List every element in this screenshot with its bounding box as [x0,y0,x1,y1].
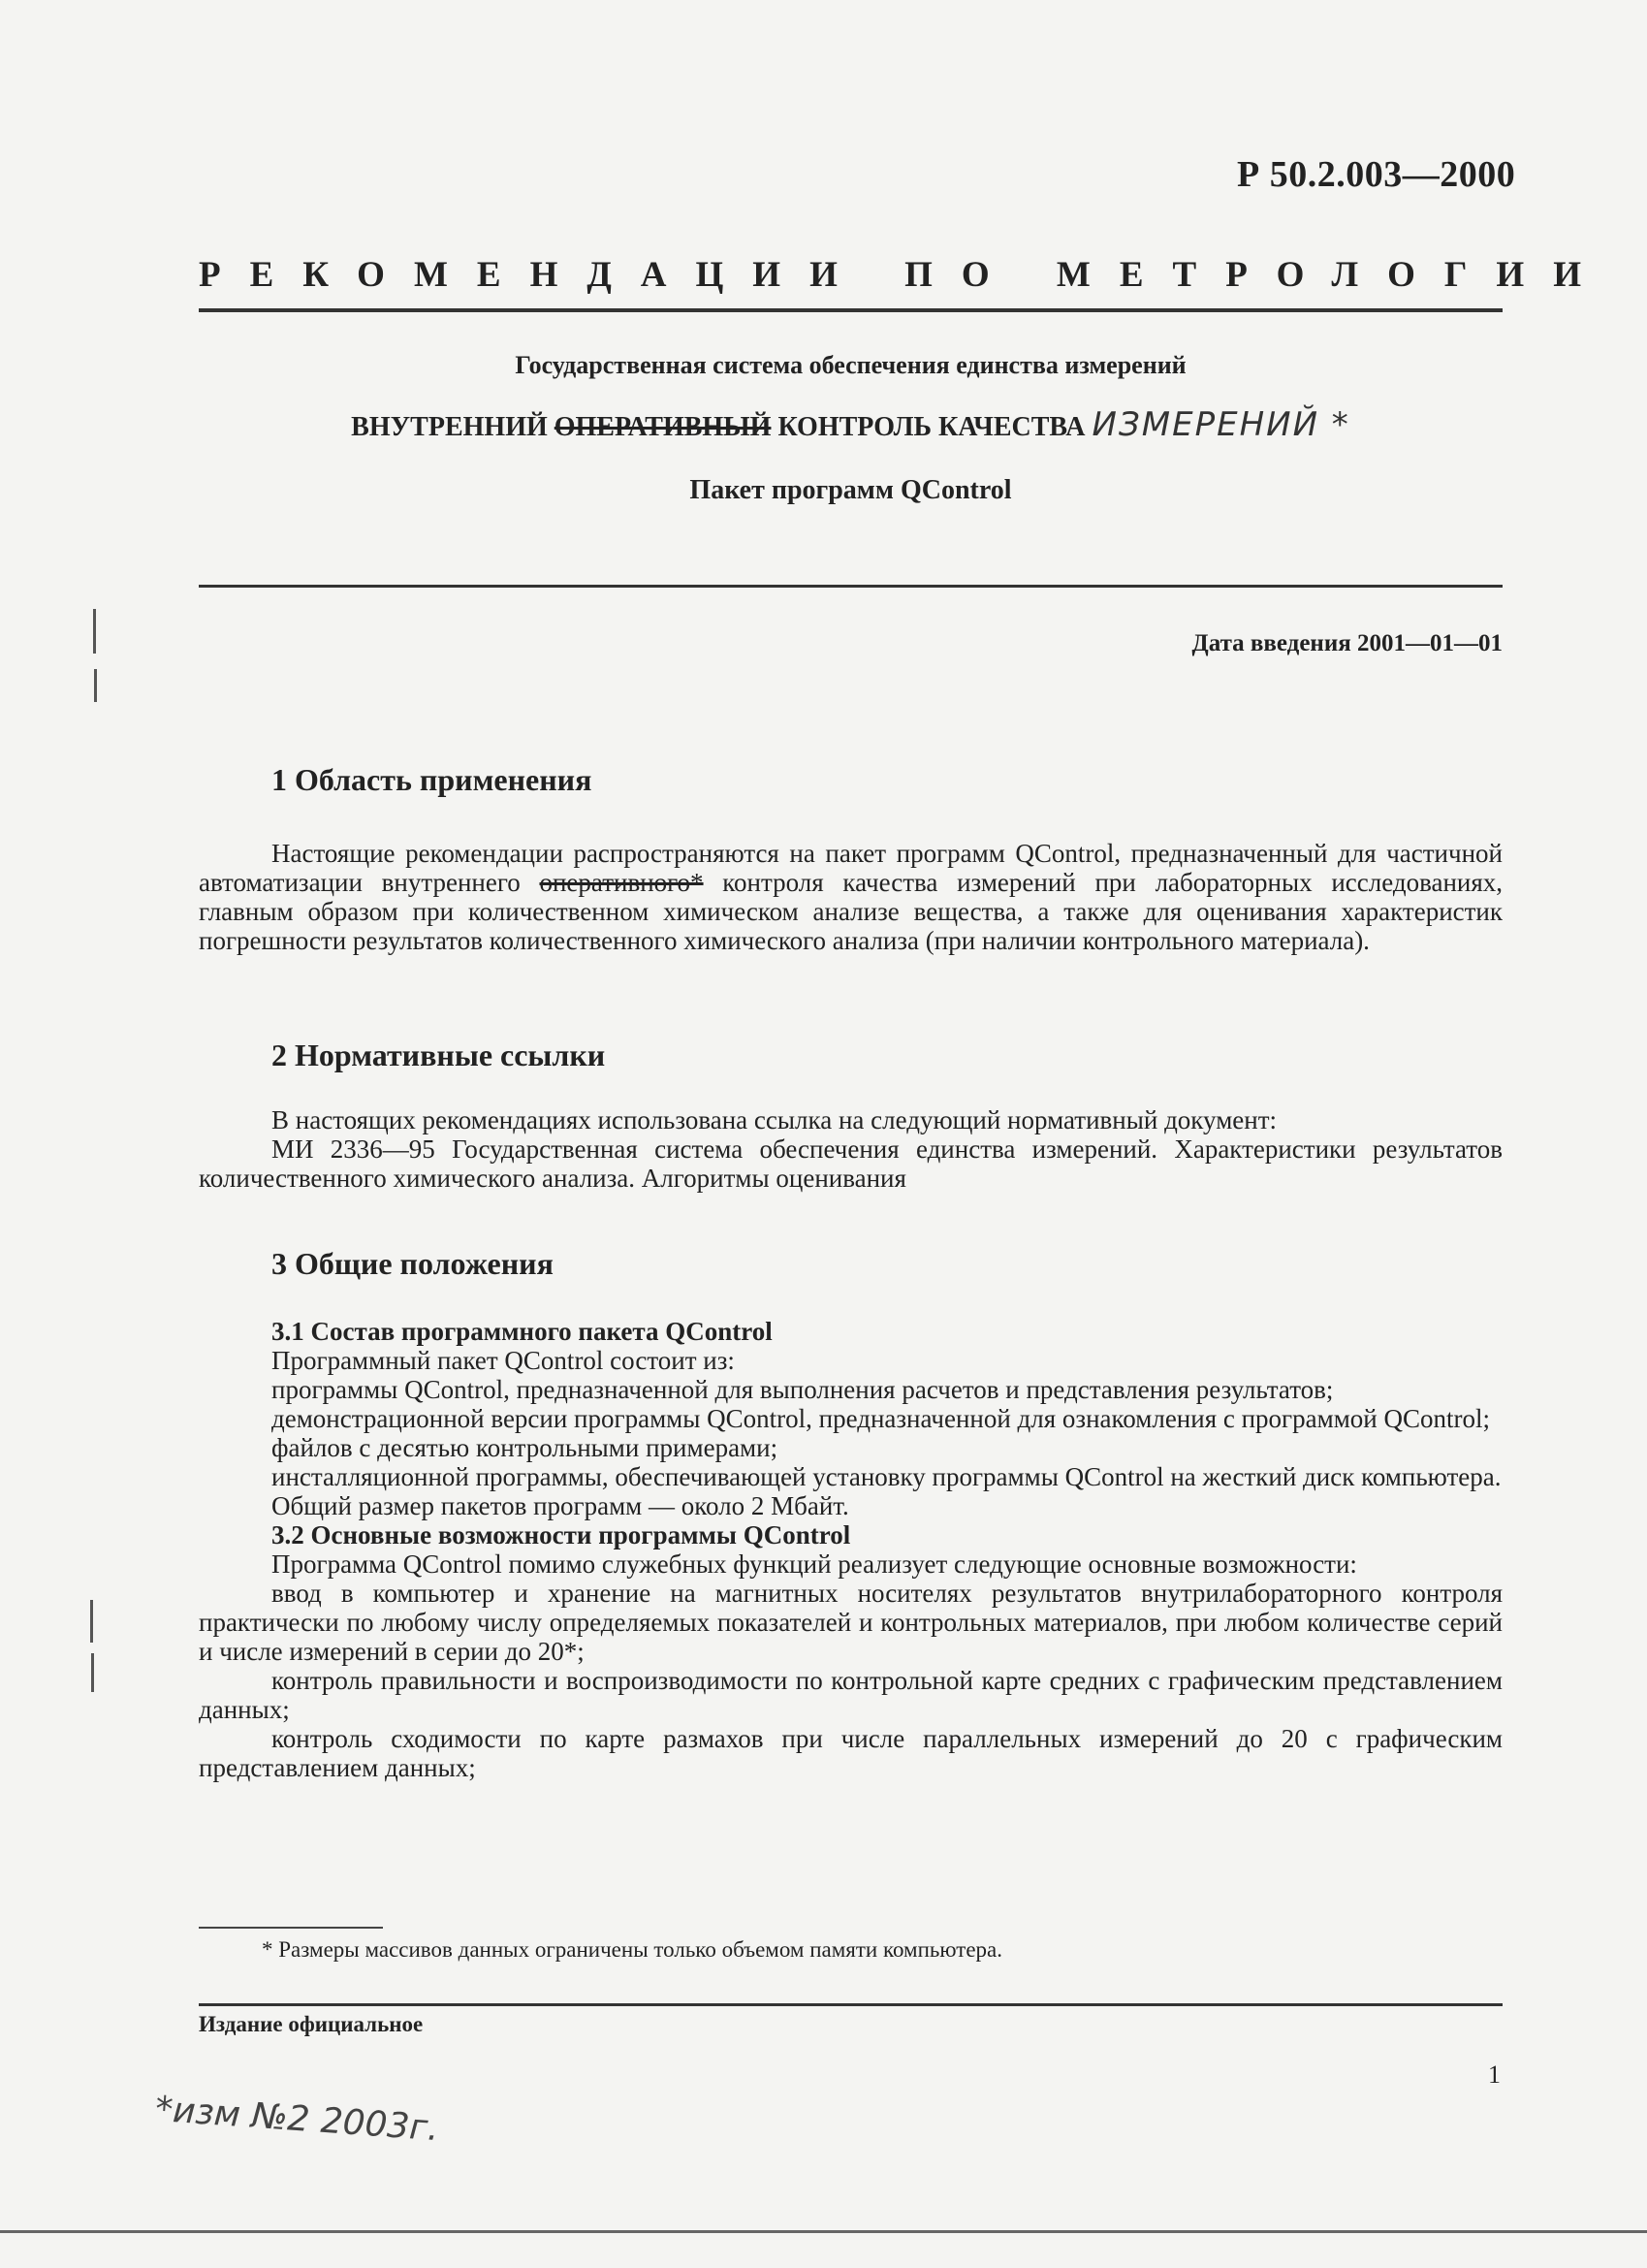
footnote-rule [199,1927,383,1929]
s31-line: инсталляционной программы, обеспечивающей установку программы QControl на жесткий диск компьютера. [271,1462,1502,1491]
handwritten-note: *изм №2 2003г. [153,2089,440,2150]
document-series: РЕКОМЕНДАЦИИ ПО МЕТРОЛОГИИ [199,255,1610,295]
header-rule [199,308,1503,312]
s32-line: Программа QControl помимо служебных функций реализует следующие основные возможности: [271,1549,1357,1579]
section-2-text [199,1105,1503,1193]
s2-paragraph: В настоящих рекомендациях использована ссылка на следующий нормативный документ: [271,1105,1278,1134]
margin-mark [90,1600,93,1643]
title-struck-word: ОПЕРАТИВНЫЙ [554,412,772,442]
subsection-3-1-heading: 3.1 Состав программного пакета QControl [271,1317,773,1346]
s31-line: файлов с десятью контрольными примерами; [271,1433,778,1462]
system-title: Государственная система обеспечения единства измерений [515,351,1187,379]
document-designation: Р 50.2.003—2000 [1237,154,1516,195]
margin-mark [93,609,96,654]
page-number: 1 [1488,2060,1501,2089]
s31-line: программы QControl, предназначенной для выполнения расчетов и представления результатов; [271,1375,1334,1404]
s32-line: контроль правильности и воспроизводимости по контрольной карте средних с графическим представлением данных; [199,1666,1503,1724]
section-3-heading: 3 Общие положения [271,1246,554,1281]
s31-line: демонстрационной версии программы QControl, предназначенной для ознакомления с программой QControl; [271,1404,1490,1433]
section-1-heading: 1 Область применения [271,762,592,797]
document-subtitle: Пакет программ QControl [689,475,1012,505]
title-part1: ВНУТРЕННИЙ [351,412,548,442]
s32-line: контроль сходимости по карте размахов при числе параллельных измерений до 20 с графическим представлением данных; [199,1724,1503,1782]
s1-text-b: контроля качества измерений при лабораторных исследованиях, главным образом при количественном химическом анализе вещества, а также для оценивания характеристик погрешности результатов количественного химического анализа (при наличии контрольного материала). [199,868,1504,955]
title-part2: КОНТРОЛЬ КАЧЕСТВА [777,412,1086,442]
s2-reference: МИ 2336—95 Государственная система обеспечения единства измерений. Характеристики результатов количественного химического анализа. Алгоритмы оценивания [199,1134,1503,1193]
footer-rule [199,2003,1503,2006]
section-1-text [199,839,1503,955]
page-bottom-edge [0,2230,1647,2233]
subtitle-rule [199,585,1503,588]
margin-mark [94,669,97,702]
edition-label: Издание официальное [199,2012,424,2036]
s31-line: Общий размер пакетов программ — около 2 Мбайт. [271,1491,849,1520]
s1-struck-word: оперативного* [539,868,704,897]
subsection-3-2-heading: 3.2 Основные возможности программы QControl [271,1520,851,1549]
document-title [199,405,1503,444]
margin-mark [91,1653,94,1692]
introduction-date: Дата введения 2001—01—01 [1191,630,1503,656]
section-2-heading: 2 Нормативные ссылки [271,1038,606,1072]
title-handwritten-word: ИЗМЕРЕНИЙ * [1092,405,1350,444]
s31-line: Программный пакет QControl состоит из: [271,1346,735,1375]
s1-text-a: Настоящие рекомендации распространяются на пакет программ QControl, предназначенный для частичной автоматизации внутреннего [199,839,1503,897]
section-3-text [199,1317,1503,1782]
footnote: * Размеры массивов данных ограничены только объемом памяти компьютера. [262,1937,1002,1962]
s32-line: ввод в компьютер и хранение на магнитных носителях результатов внутрилабораторного контроля практически по любому числу определяемых показателей и контрольных материалов, при любом количестве серий и числе измерений в серии до 20*; [199,1579,1503,1666]
